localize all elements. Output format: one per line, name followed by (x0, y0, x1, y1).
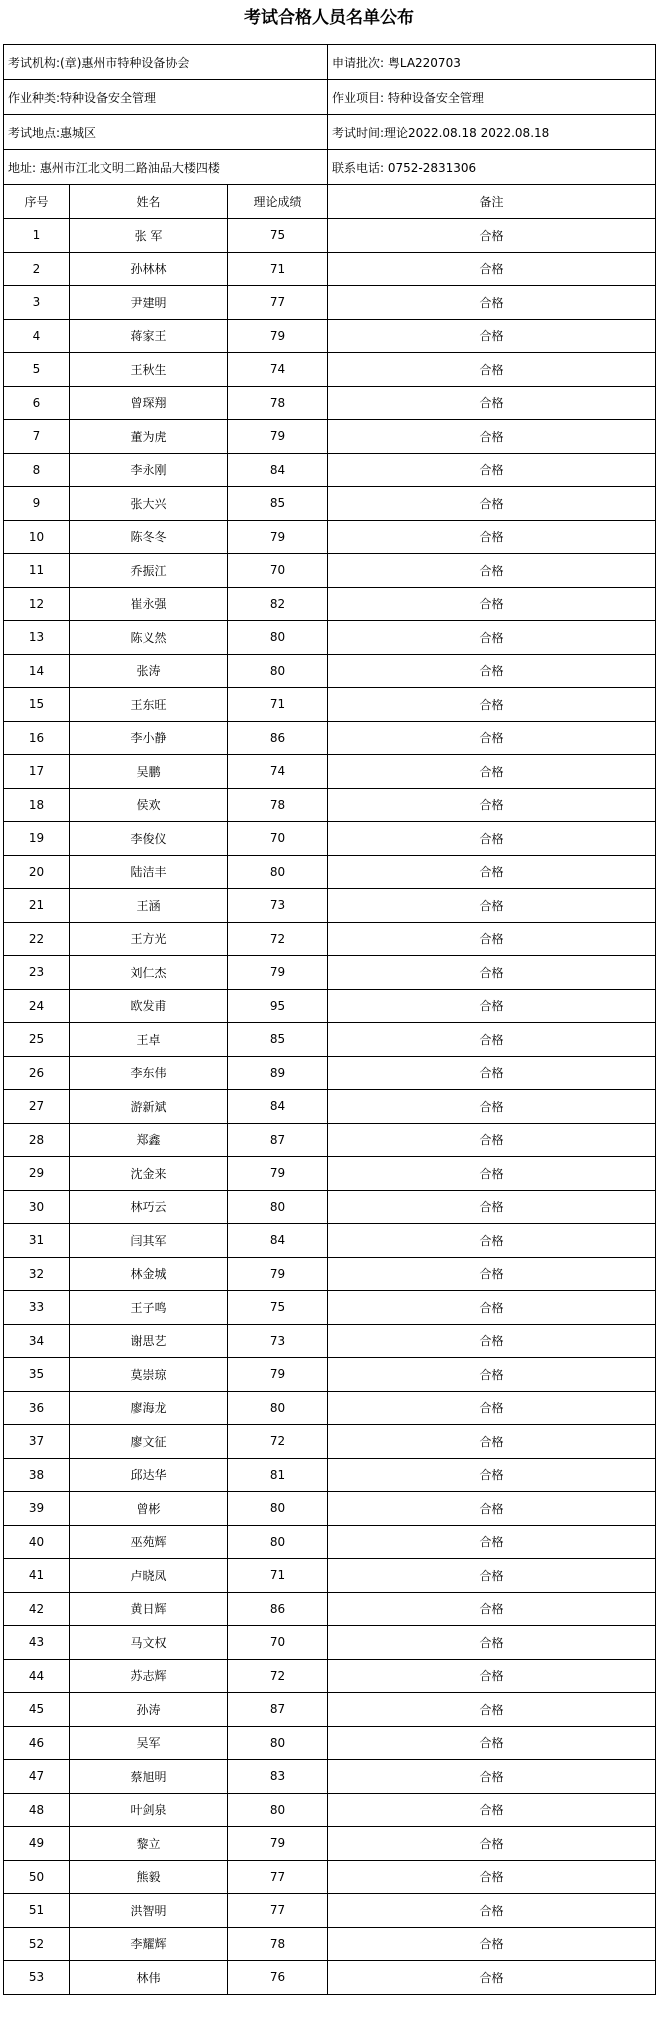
cell-no: 35 (4, 1358, 70, 1392)
table-row (4, 788, 656, 822)
cell-score: 78 (228, 788, 328, 822)
work-type: 作业种类:特种设备安全管理 (4, 80, 328, 115)
cell-remark: 合格 (328, 1190, 656, 1224)
table-row (4, 353, 656, 387)
cell-no: 3 (4, 286, 70, 320)
cell-remark: 合格 (328, 1224, 656, 1258)
cell-remark: 合格 (328, 1894, 656, 1928)
table-row (4, 1592, 656, 1626)
cell-name: 张涛 (70, 654, 228, 688)
cell-name: 曾彬 (70, 1492, 228, 1526)
table-row (4, 654, 656, 688)
cell-remark: 合格 (328, 487, 656, 521)
cell-remark: 合格 (328, 654, 656, 688)
exam-location: 考试地点:惠城区 (4, 115, 328, 150)
table-row (4, 1492, 656, 1526)
cell-no: 25 (4, 1023, 70, 1057)
table-row (4, 1190, 656, 1224)
cell-name: 李东伟 (70, 1056, 228, 1090)
cell-no: 22 (4, 922, 70, 956)
table-row (4, 1391, 656, 1425)
table-row (4, 1693, 656, 1727)
cell-no: 10 (4, 520, 70, 554)
cell-remark: 合格 (328, 420, 656, 454)
cell-remark: 合格 (328, 889, 656, 923)
cell-score: 85 (228, 487, 328, 521)
cell-score: 74 (228, 755, 328, 789)
cell-score: 79 (228, 319, 328, 353)
table-row (4, 688, 656, 722)
cell-score: 86 (228, 721, 328, 755)
cell-score: 80 (228, 621, 328, 655)
cell-remark: 合格 (328, 621, 656, 655)
cell-remark: 合格 (328, 1391, 656, 1425)
cell-score: 84 (228, 453, 328, 487)
table-row (4, 1257, 656, 1291)
cell-no: 1 (4, 219, 70, 253)
cell-score: 80 (228, 1793, 328, 1827)
cell-remark: 合格 (328, 1023, 656, 1057)
table-row (4, 822, 656, 856)
cell-score: 87 (228, 1693, 328, 1727)
cell-remark: 合格 (328, 1123, 656, 1157)
cell-score: 76 (228, 1961, 328, 1995)
cell-name: 李俊仪 (70, 822, 228, 856)
cell-no: 37 (4, 1425, 70, 1459)
table-row (4, 219, 656, 253)
cell-remark: 合格 (328, 1726, 656, 1760)
info-row (4, 45, 656, 80)
cell-name: 陈冬冬 (70, 520, 228, 554)
cell-no: 15 (4, 688, 70, 722)
cell-score: 72 (228, 1659, 328, 1693)
cell-name: 巫苑辉 (70, 1525, 228, 1559)
cell-name: 刘仁杰 (70, 956, 228, 990)
cell-name: 林金城 (70, 1257, 228, 1291)
table-row (4, 1927, 656, 1961)
column-header-name: 姓名 (70, 185, 228, 219)
table-header-row (4, 185, 656, 219)
cell-no: 23 (4, 956, 70, 990)
cell-name: 陆洁丰 (70, 855, 228, 889)
contact-phone: 联系电话: 0752-2831306 (328, 150, 656, 185)
table-row (4, 1056, 656, 1090)
cell-score: 79 (228, 520, 328, 554)
cell-name: 李耀辉 (70, 1927, 228, 1961)
cell-name: 洪智明 (70, 1894, 228, 1928)
cell-no: 40 (4, 1525, 70, 1559)
info-row (4, 115, 656, 150)
table-row (4, 386, 656, 420)
cell-remark: 合格 (328, 1592, 656, 1626)
cell-score: 80 (228, 1726, 328, 1760)
table-row (4, 1291, 656, 1325)
cell-no: 18 (4, 788, 70, 822)
table-row (4, 252, 656, 286)
cell-score: 71 (228, 1559, 328, 1593)
cell-score: 80 (228, 1190, 328, 1224)
cell-score: 77 (228, 1860, 328, 1894)
cell-name: 熊毅 (70, 1860, 228, 1894)
cell-name: 马文权 (70, 1626, 228, 1660)
table-row (4, 487, 656, 521)
cell-no: 32 (4, 1257, 70, 1291)
cell-remark: 合格 (328, 922, 656, 956)
table-row (4, 855, 656, 889)
cell-no: 21 (4, 889, 70, 923)
page-title: 考试合格人员名单公布 (244, 8, 414, 28)
table-row (4, 1559, 656, 1593)
column-header-score: 理论成绩 (228, 185, 328, 219)
cell-score: 80 (228, 1492, 328, 1526)
cell-no: 9 (4, 487, 70, 521)
table-row (4, 1860, 656, 1894)
cell-score: 73 (228, 889, 328, 923)
cell-score: 74 (228, 353, 328, 387)
cell-name: 尹建明 (70, 286, 228, 320)
table-row (4, 420, 656, 454)
cell-no: 49 (4, 1827, 70, 1861)
table-row (4, 1525, 656, 1559)
table-row (4, 286, 656, 320)
cell-score: 85 (228, 1023, 328, 1057)
cell-score: 72 (228, 922, 328, 956)
cell-remark: 合格 (328, 755, 656, 789)
cell-remark: 合格 (328, 1090, 656, 1124)
table-row (4, 1224, 656, 1258)
cell-remark: 合格 (328, 1425, 656, 1459)
table-row (4, 1123, 656, 1157)
cell-score: 75 (228, 1291, 328, 1325)
cell-score: 84 (228, 1090, 328, 1124)
cell-score: 80 (228, 1525, 328, 1559)
cell-remark: 合格 (328, 1626, 656, 1660)
info-row (4, 80, 656, 115)
cell-name: 廖文征 (70, 1425, 228, 1459)
cell-no: 12 (4, 587, 70, 621)
cell-name: 吴军 (70, 1726, 228, 1760)
cell-no: 29 (4, 1157, 70, 1191)
table-row (4, 1358, 656, 1392)
cell-score: 79 (228, 1257, 328, 1291)
cell-score: 89 (228, 1056, 328, 1090)
cell-no: 33 (4, 1291, 70, 1325)
cell-name: 曾琛翔 (70, 386, 228, 420)
table-row (4, 989, 656, 1023)
cell-remark: 合格 (328, 520, 656, 554)
cell-remark: 合格 (328, 1927, 656, 1961)
cell-no: 45 (4, 1693, 70, 1727)
cell-name: 黎立 (70, 1827, 228, 1861)
cell-name: 邱达华 (70, 1458, 228, 1492)
cell-remark: 合格 (328, 1827, 656, 1861)
cell-no: 14 (4, 654, 70, 688)
address: 地址: 惠州市江北文明二路油品大楼四楼 (4, 150, 328, 185)
info-row (4, 150, 656, 185)
cell-score: 70 (228, 822, 328, 856)
table-row (4, 587, 656, 621)
cell-remark: 合格 (328, 1659, 656, 1693)
work-item: 作业项目: 特种设备安全管理 (328, 80, 656, 115)
table-row (4, 1458, 656, 1492)
table-row (4, 1023, 656, 1057)
cell-no: 38 (4, 1458, 70, 1492)
cell-score: 95 (228, 989, 328, 1023)
cell-remark: 合格 (328, 989, 656, 1023)
cell-remark: 合格 (328, 252, 656, 286)
cell-no: 24 (4, 989, 70, 1023)
table-row (4, 1090, 656, 1124)
cell-remark: 合格 (328, 1324, 656, 1358)
cell-no: 43 (4, 1626, 70, 1660)
cell-score: 81 (228, 1458, 328, 1492)
cell-score: 79 (228, 956, 328, 990)
cell-name: 陈义然 (70, 621, 228, 655)
cell-remark: 合格 (328, 855, 656, 889)
cell-no: 30 (4, 1190, 70, 1224)
cell-name: 蔡旭明 (70, 1760, 228, 1794)
cell-name: 张 军 (70, 219, 228, 253)
cell-name: 苏志辉 (70, 1659, 228, 1693)
batch-number: 申请批次: 粤LA220703 (328, 45, 656, 80)
cell-no: 31 (4, 1224, 70, 1258)
cell-no: 47 (4, 1760, 70, 1794)
cell-remark: 合格 (328, 1257, 656, 1291)
cell-score: 80 (228, 1391, 328, 1425)
cell-no: 28 (4, 1123, 70, 1157)
table-row (4, 721, 656, 755)
cell-no: 39 (4, 1492, 70, 1526)
cell-no: 27 (4, 1090, 70, 1124)
cell-remark: 合格 (328, 1157, 656, 1191)
cell-no: 11 (4, 554, 70, 588)
cell-no: 36 (4, 1391, 70, 1425)
cell-score: 83 (228, 1760, 328, 1794)
cell-name: 王子鸣 (70, 1291, 228, 1325)
cell-no: 48 (4, 1793, 70, 1827)
table-row (4, 1425, 656, 1459)
table-row (4, 1894, 656, 1928)
cell-remark: 合格 (328, 1559, 656, 1593)
cell-remark: 合格 (328, 1693, 656, 1727)
cell-name: 王秋生 (70, 353, 228, 387)
cell-score: 72 (228, 1425, 328, 1459)
cell-remark: 合格 (328, 453, 656, 487)
cell-name: 孙涛 (70, 1693, 228, 1727)
cell-no: 17 (4, 755, 70, 789)
cell-no: 19 (4, 822, 70, 856)
cell-name: 林巧云 (70, 1190, 228, 1224)
cell-remark: 合格 (328, 554, 656, 588)
cell-no: 42 (4, 1592, 70, 1626)
cell-score: 87 (228, 1123, 328, 1157)
table-row (4, 1659, 656, 1693)
cell-remark: 合格 (328, 219, 656, 253)
cell-name: 蒋家王 (70, 319, 228, 353)
cell-name: 叶剑泉 (70, 1793, 228, 1827)
cell-score: 80 (228, 855, 328, 889)
cell-name: 张大兴 (70, 487, 228, 521)
cell-name: 廖海龙 (70, 1391, 228, 1425)
cell-no: 26 (4, 1056, 70, 1090)
cell-remark: 合格 (328, 319, 656, 353)
table-row (4, 1324, 656, 1358)
table-row (4, 1961, 656, 1995)
cell-remark: 合格 (328, 1760, 656, 1794)
cell-name: 欧发甫 (70, 989, 228, 1023)
cell-remark: 合格 (328, 1793, 656, 1827)
cell-score: 79 (228, 1157, 328, 1191)
cell-score: 75 (228, 219, 328, 253)
cell-score: 80 (228, 654, 328, 688)
cell-no: 41 (4, 1559, 70, 1593)
cell-remark: 合格 (328, 353, 656, 387)
cell-name: 侯欢 (70, 788, 228, 822)
cell-remark: 合格 (328, 1961, 656, 1995)
cell-name: 卢晓凤 (70, 1559, 228, 1593)
table-row (4, 520, 656, 554)
cell-score: 73 (228, 1324, 328, 1358)
cell-no: 8 (4, 453, 70, 487)
cell-remark: 合格 (328, 1291, 656, 1325)
results-table-body (4, 45, 656, 1995)
cell-remark: 合格 (328, 587, 656, 621)
cell-no: 7 (4, 420, 70, 454)
cell-name: 李永刚 (70, 453, 228, 487)
table-row (4, 1793, 656, 1827)
cell-score: 77 (228, 1894, 328, 1928)
cell-name: 吴鹏 (70, 755, 228, 789)
column-header-no: 序号 (4, 185, 70, 219)
cell-no: 6 (4, 386, 70, 420)
cell-score: 70 (228, 1626, 328, 1660)
cell-name: 王东旺 (70, 688, 228, 722)
table-row (4, 1726, 656, 1760)
cell-name: 李小静 (70, 721, 228, 755)
cell-no: 50 (4, 1860, 70, 1894)
cell-no: 53 (4, 1961, 70, 1995)
cell-score: 79 (228, 420, 328, 454)
cell-no: 2 (4, 252, 70, 286)
exam-time: 考试时间:理论2022.08.18 2022.08.18 (328, 115, 656, 150)
cell-remark: 合格 (328, 688, 656, 722)
table-row (4, 1760, 656, 1794)
cell-remark: 合格 (328, 956, 656, 990)
cell-no: 16 (4, 721, 70, 755)
cell-name: 王方光 (70, 922, 228, 956)
cell-name: 沈金来 (70, 1157, 228, 1191)
cell-no: 51 (4, 1894, 70, 1928)
cell-no: 46 (4, 1726, 70, 1760)
cell-score: 84 (228, 1224, 328, 1258)
cell-score: 71 (228, 252, 328, 286)
table-row (4, 319, 656, 353)
cell-name: 林伟 (70, 1961, 228, 1995)
cell-no: 4 (4, 319, 70, 353)
table-row (4, 621, 656, 655)
cell-name: 乔振江 (70, 554, 228, 588)
cell-name: 郑鑫 (70, 1123, 228, 1157)
cell-score: 78 (228, 1927, 328, 1961)
cell-name: 黄日辉 (70, 1592, 228, 1626)
table-row (4, 1626, 656, 1660)
cell-no: 20 (4, 855, 70, 889)
exam-org: 考试机构:(章)惠州市特种设备协会 (4, 45, 328, 80)
cell-remark: 合格 (328, 1458, 656, 1492)
cell-remark: 合格 (328, 386, 656, 420)
cell-score: 79 (228, 1358, 328, 1392)
cell-name: 谢思艺 (70, 1324, 228, 1358)
table-row (4, 922, 656, 956)
table-row (4, 755, 656, 789)
cell-remark: 合格 (328, 1492, 656, 1526)
column-header-remark: 备注 (328, 185, 656, 219)
cell-name: 闫其军 (70, 1224, 228, 1258)
table-row (4, 1827, 656, 1861)
cell-remark: 合格 (328, 822, 656, 856)
cell-name: 王卓 (70, 1023, 228, 1057)
cell-name: 莫崇琼 (70, 1358, 228, 1392)
table-row (4, 956, 656, 990)
cell-score: 70 (228, 554, 328, 588)
cell-remark: 合格 (328, 1525, 656, 1559)
table-row (4, 1157, 656, 1191)
cell-remark: 合格 (328, 788, 656, 822)
cell-score: 82 (228, 587, 328, 621)
table-row (4, 453, 656, 487)
cell-name: 王涵 (70, 889, 228, 923)
cell-remark: 合格 (328, 1860, 656, 1894)
table-row (4, 889, 656, 923)
cell-no: 52 (4, 1927, 70, 1961)
cell-no: 44 (4, 1659, 70, 1693)
cell-remark: 合格 (328, 1358, 656, 1392)
cell-remark: 合格 (328, 1056, 656, 1090)
cell-remark: 合格 (328, 286, 656, 320)
cell-score: 77 (228, 286, 328, 320)
table-row (4, 554, 656, 588)
cell-name: 孙林林 (70, 252, 228, 286)
cell-score: 71 (228, 688, 328, 722)
cell-score: 86 (228, 1592, 328, 1626)
cell-name: 游新斌 (70, 1090, 228, 1124)
cell-score: 78 (228, 386, 328, 420)
cell-no: 13 (4, 621, 70, 655)
cell-score: 79 (228, 1827, 328, 1861)
cell-remark: 合格 (328, 721, 656, 755)
cell-name: 崔永强 (70, 587, 228, 621)
cell-no: 5 (4, 353, 70, 387)
cell-no: 34 (4, 1324, 70, 1358)
results-table (3, 44, 656, 1995)
cell-name: 董为虎 (70, 420, 228, 454)
